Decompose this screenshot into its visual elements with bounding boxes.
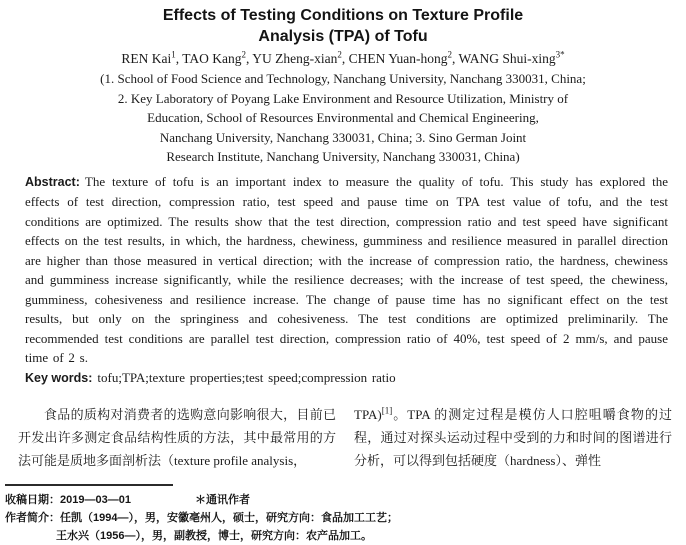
paper-title xyxy=(0,0,686,47)
author-separator: , xyxy=(341,51,349,66)
author-separator: , xyxy=(175,51,183,66)
affiliation-line: Education, School of Resources Environmental and Chemical Engineering, xyxy=(147,110,539,126)
received-date: 收稿日期：2019—03—01 xyxy=(5,494,131,506)
author-name-text: TAO Kang xyxy=(182,51,242,66)
affiliation-line: (1. School of Food Science and Technology, Nanchang University, Nanchang 330031, China; xyxy=(100,71,586,86)
abstract-text: The texture of tofu is an important index to measure the quality of tofu. This study has explored the effects of test direction, compression ratio, test speed and pause time on TPA test value of tofu, and the test conditions are optimized. The results show that the test direction, compression ratio and test speed have significant effects on the test results, in which, the hardness, chewiness, gumminess and resilience measured in parallel direction are higher than those measured in vertical direction; with the increase of compression ratio, the hardness, chewiness and gumminess increase significantly, while the resilience decreases; with the increase of test speed, the chewiness, gumminess, cohesiveness and resilience increase. The change of pause time has no significant effect on the test results, but only on the springiness and cohesiveness. The test conditions are optimized preliminarily. The recommended test conditions are parallel test direction, compression ratio of 40%, test speed of 2 mm/s, and pause time of 2 s. xyxy=(25,173,668,366)
author-affil-mark: 2 xyxy=(337,49,342,60)
author-name-text: CHEN Yuan-hong xyxy=(348,51,448,66)
footnote-divider xyxy=(5,484,173,486)
author-name xyxy=(182,51,246,66)
author-name-text: REN Kai xyxy=(121,51,172,66)
author-affil-mark: 2 xyxy=(447,49,452,60)
body-right-text: TPA) xyxy=(354,407,382,423)
author-name xyxy=(459,51,565,66)
body-column-left: 食品的质构对消费者的选购意向影响很大，目前已开发出许多测定食品结构性质的方法，其中最常用的方法可能是质地多面剖析法（texture profile analysis， xyxy=(18,407,336,469)
affiliation-line: Nanchang University, Nanchang 330031, China; 3. Sino German Joint xyxy=(159,129,527,145)
affiliation-block xyxy=(0,69,686,167)
affiliation-line: Research Institute, Nanchang University, Nanchang 330031, China) xyxy=(166,149,520,165)
author-bio-line2: 王水兴（1956—），男，副教授，博士，研究方向：农产品加工。 xyxy=(56,530,372,542)
footnote-area xyxy=(5,484,670,545)
citation-mark: [1] xyxy=(381,406,393,417)
corresponding-author-note: ＊通讯作者 xyxy=(194,494,250,506)
keywords-line xyxy=(25,368,668,389)
author-separator: , xyxy=(246,51,253,66)
paper-title-line1: Effects of Testing Conditions on Texture Profile xyxy=(162,7,524,24)
author-list xyxy=(0,49,686,68)
author-name xyxy=(121,51,175,66)
keywords-text: tofu;TPA;texture properties;test speed;compression ratio xyxy=(97,369,396,385)
author-affil-mark: 3* xyxy=(555,49,565,60)
author-name-text: WANG Shui-xing xyxy=(458,51,556,66)
body-columns xyxy=(18,403,672,472)
author-name-text: YU Zheng-xian xyxy=(252,51,338,66)
body-column-right xyxy=(354,403,672,472)
author-name xyxy=(252,51,342,66)
author-separator: , xyxy=(452,51,459,66)
author-affil-mark: 2 xyxy=(241,49,247,60)
author-name xyxy=(349,51,452,66)
footnote-received-line xyxy=(5,491,670,509)
keywords-label: Key words: xyxy=(25,370,93,385)
body-right-text: 。TPA 的测定过程是模仿人口腔咀嚼食物的过程，通过对探头运动过程中受到的力和时间的图谱进行分析，可以得到包括硬度（hardness）、弹性 xyxy=(354,407,672,469)
abstract-paragraph xyxy=(25,172,668,368)
paper-title-line2: Analysis (TPA) of Tofu xyxy=(258,28,428,45)
abstract-label: Abstract: xyxy=(25,174,80,189)
affiliation-line: 2. Key Laboratory of Poyang Lake Environment and Resource Utilization, Ministry of xyxy=(117,90,569,106)
author-affil-mark: 1 xyxy=(171,49,176,60)
author-bio-line1: 作者简介：任凯（1994—），男，安徽亳州人，硕士，研究方向：食品加工工艺； xyxy=(5,512,398,524)
